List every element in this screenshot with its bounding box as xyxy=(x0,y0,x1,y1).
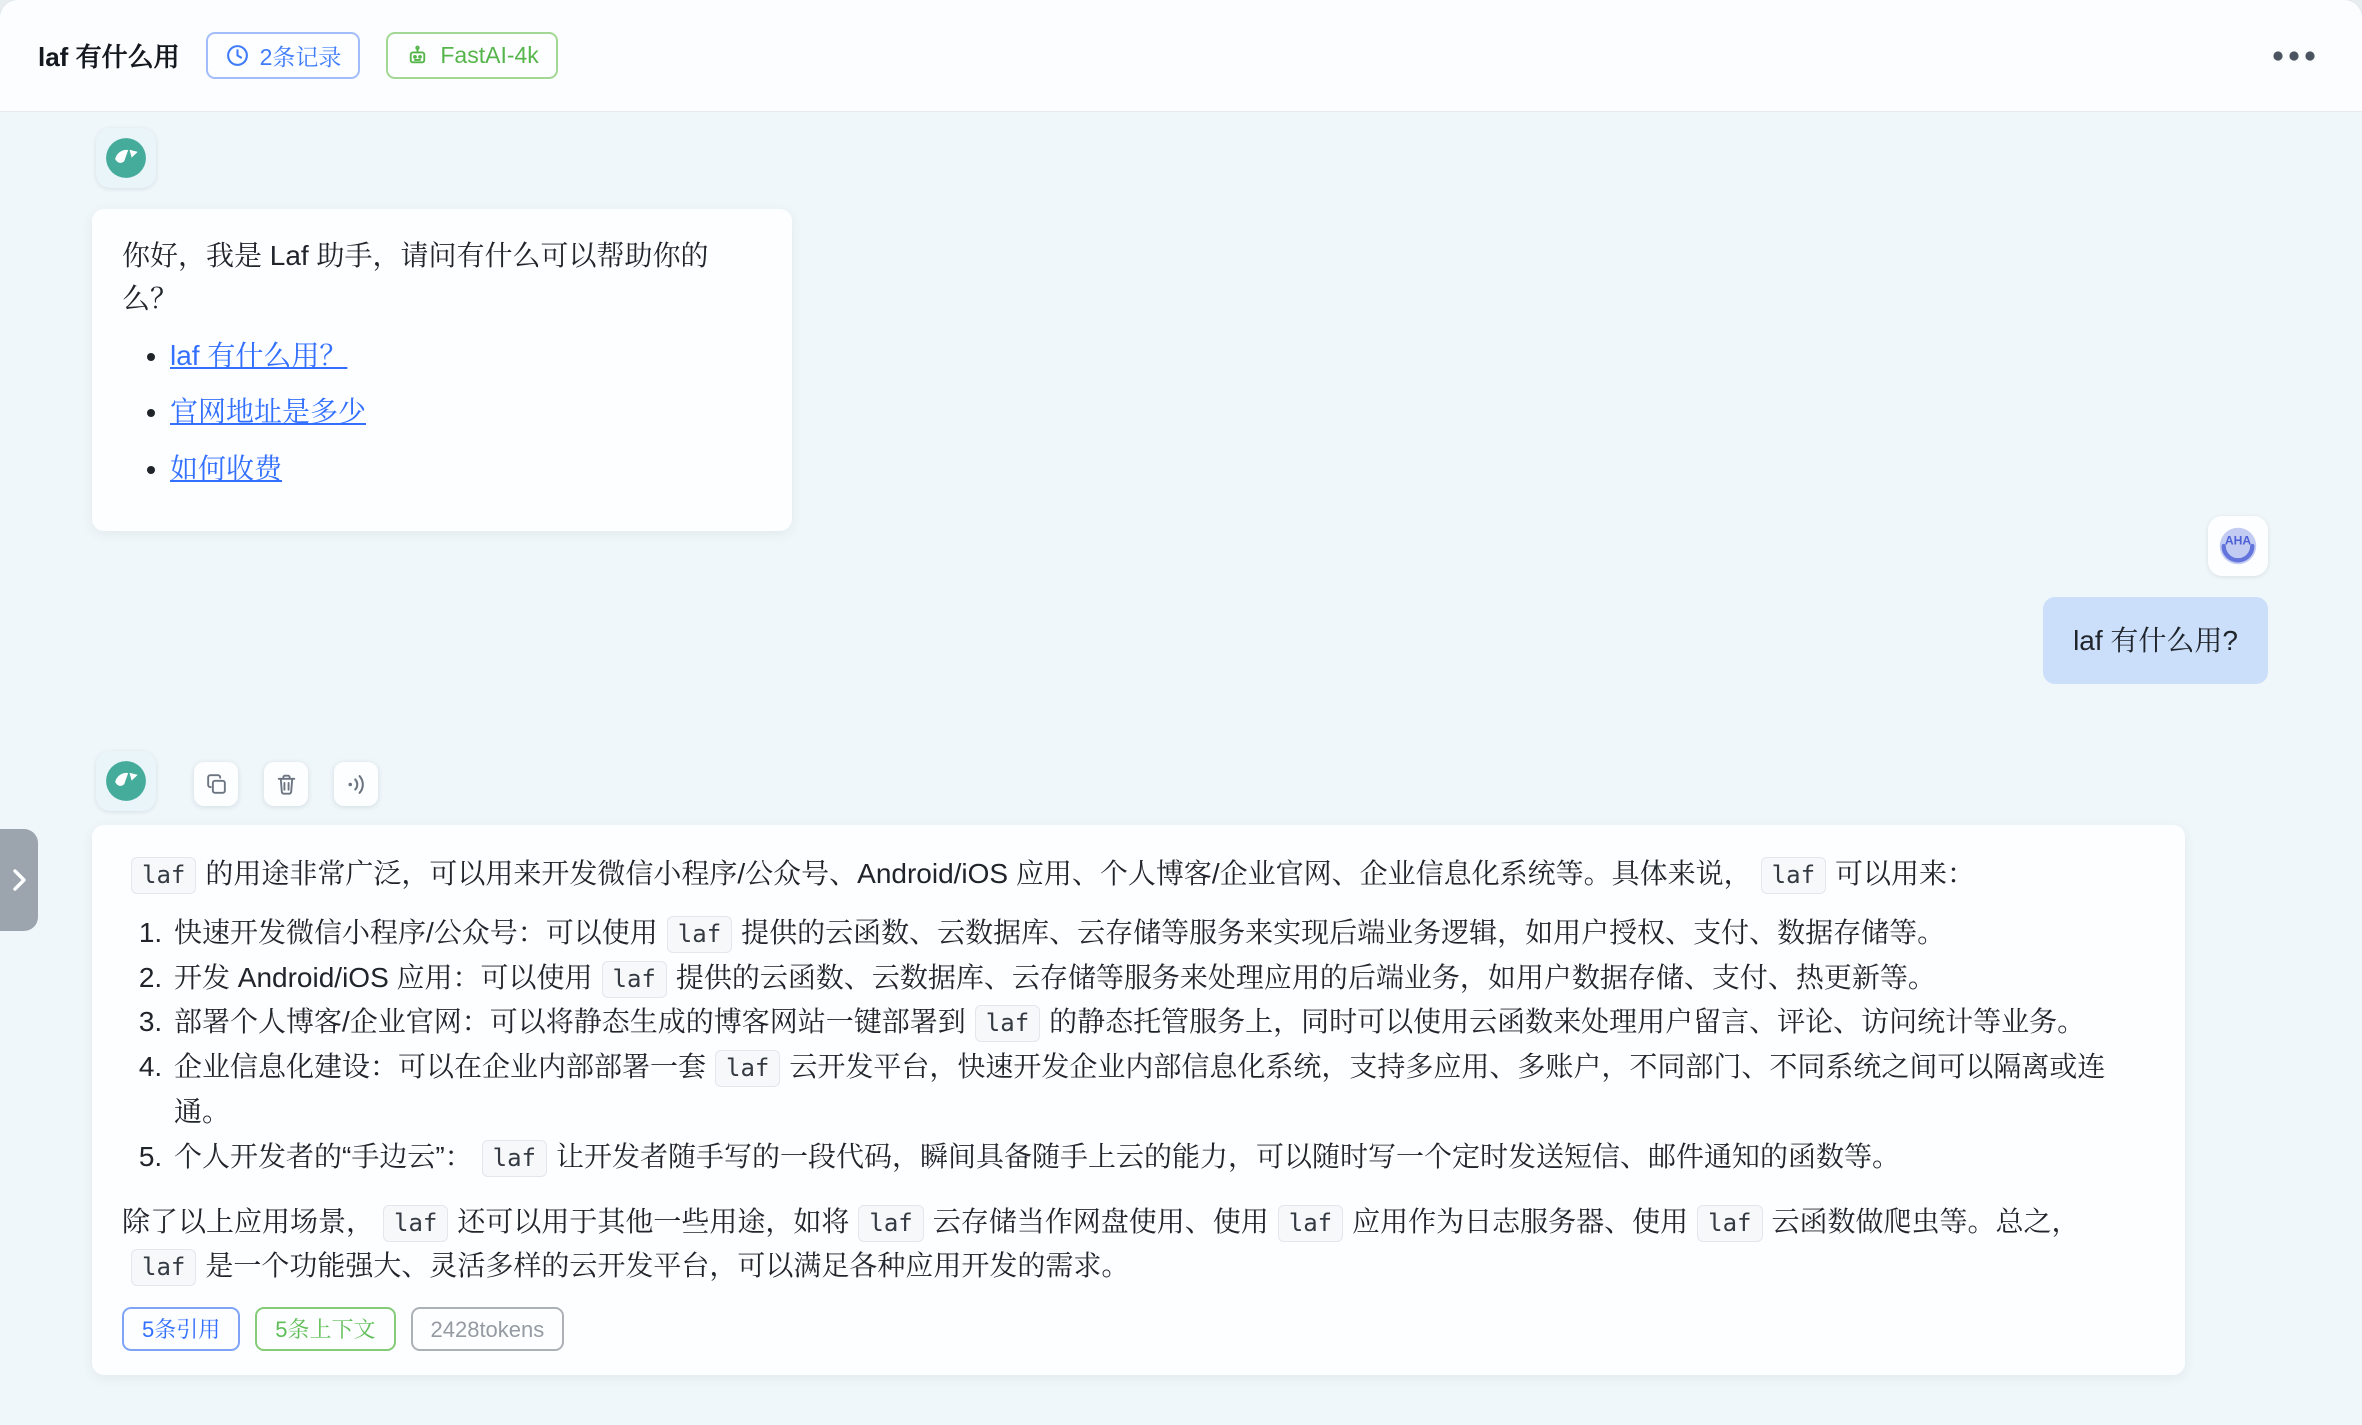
inline-code-chip: laf xyxy=(482,1140,547,1177)
sidebar-expand-handle[interactable] xyxy=(0,829,38,931)
list-item xyxy=(170,447,762,490)
clock-icon xyxy=(225,43,250,68)
assistant-avatar xyxy=(96,128,156,188)
user-avatar-icon xyxy=(2212,520,2264,572)
inline-code-chip: laf xyxy=(715,1050,780,1087)
inline-code-chip: laf xyxy=(131,857,196,894)
chat-title: laf 有什么用 xyxy=(38,42,180,72)
records-count-label: 2条记录 xyxy=(259,44,342,70)
list-item: 5. 个人开发者的“手边云”： laf 让开发者随手写的一段代码，瞬间具备随手上云的能力，可以随时写一个定时发送短信、邮件通知的函数等。 xyxy=(170,1135,2155,1180)
user-avatar xyxy=(2208,516,2268,576)
chevron-right-icon xyxy=(10,865,28,895)
suggested-question-link-2[interactable]: 官网地址是多少 xyxy=(170,396,367,428)
list-item: 1. 快速开发微信小程序/公众号：可以使用 laf 提供的云函数、云数据库、云存储等服务来实现后端业务逻辑，如用户授权、支付、数据存储等。 xyxy=(170,911,2155,956)
svg-text:AHA: AHA xyxy=(2224,533,2252,548)
list-item xyxy=(170,390,762,433)
ellipsis-icon xyxy=(2271,50,2317,62)
inline-code-chip: laf xyxy=(858,1205,923,1242)
list-item: 2. 开发 Android/iOS 应用：可以使用 laf 提供的云函数、云数据库、云存储等服务来处理应用的后端业务，如用户数据存储、支付、热更新等。 xyxy=(170,956,2155,1001)
laf-logo-icon xyxy=(100,132,152,184)
context-badge[interactable]: 5条上下文 xyxy=(255,1307,395,1351)
model-badge xyxy=(386,32,557,79)
chat-header xyxy=(0,0,2362,112)
copy-button[interactable] xyxy=(194,762,238,806)
inline-code-chip: laf xyxy=(1761,857,1826,894)
delete-icon xyxy=(274,772,299,797)
citations-badge[interactable]: 5条引用 xyxy=(122,1307,240,1351)
inline-code-chip: laf xyxy=(667,916,732,953)
greeting-question-list xyxy=(122,334,762,490)
tokens-badge[interactable]: 2428tokens xyxy=(411,1307,565,1351)
inline-code-chip: laf xyxy=(383,1205,448,1242)
inline-code-chip: laf xyxy=(602,961,667,998)
message-action-toolbar xyxy=(194,762,378,806)
list-item xyxy=(170,334,762,377)
inline-code-chip: laf xyxy=(131,1249,196,1286)
suggested-question-link-3[interactable]: 如何收费 xyxy=(170,452,283,484)
suggested-question-link-1[interactable]: laf 有什么用？ xyxy=(170,339,348,371)
answer-meta-badges xyxy=(122,1307,2155,1351)
delete-button[interactable] xyxy=(264,762,308,806)
list-item: 3. 部署个人博客/企业官网：可以将静态生成的博客网站一键部署到 laf 的静态托管服务上，同时可以使用云函数来处理用户留言、评论、访问统计等业务。 xyxy=(170,1000,2155,1045)
user-message-bubble xyxy=(2043,597,2268,684)
user-message-text: laf 有什么用? xyxy=(2073,625,2238,656)
assistant-avatar xyxy=(96,751,156,811)
model-badge-label: FastAI-4k xyxy=(440,42,539,68)
answer-numbered-list xyxy=(122,911,2155,1180)
inline-code-chip: laf xyxy=(1697,1205,1762,1242)
assistant-answer-bubble xyxy=(92,825,2185,1375)
records-count-badge xyxy=(206,32,361,79)
inline-code-chip: laf xyxy=(1278,1205,1343,1242)
laf-logo-icon xyxy=(100,755,152,807)
answer-intro-paragraph: laf 的用途非常广泛，可以用来开发微信小程序/公众号、Android/iOS 应用、个人博客/企业官网、企业信息化系统等。具体来说， laf 可以用来： xyxy=(122,852,2155,897)
inline-code-chip: laf xyxy=(975,1005,1040,1042)
copy-icon xyxy=(204,772,229,797)
list-item: 4. 企业信息化建设：可以在企业内部部署一套 laf 云开发平台，快速开发企业内部信息化系统，支持多应用、多账户，不同部门、不同系统之间可以隔离或连通。 xyxy=(170,1045,2155,1135)
answer-outro-paragraph: 除了以上应用场景， laf 还可以用于其他一些用途，如将 laf 云存储当作网盘使用、使用 laf 应用作为日志服务器、使用 laf 云函数做爬虫等。总之，laf 是一个功能强大、灵活多样的云开发平台，可以满足各种应用开发的需求。 xyxy=(122,1200,2155,1290)
chat-message-area xyxy=(0,112,2362,1424)
assistant-greeting-bubble xyxy=(92,209,792,531)
more-menu-button[interactable] xyxy=(2264,32,2324,80)
voice-button[interactable] xyxy=(334,762,378,806)
greeting-text: 你好，我是 Laf 助手，请问有什么可以帮助你的么？ xyxy=(122,240,709,315)
voice-icon xyxy=(344,772,369,797)
robot-icon xyxy=(405,43,430,68)
